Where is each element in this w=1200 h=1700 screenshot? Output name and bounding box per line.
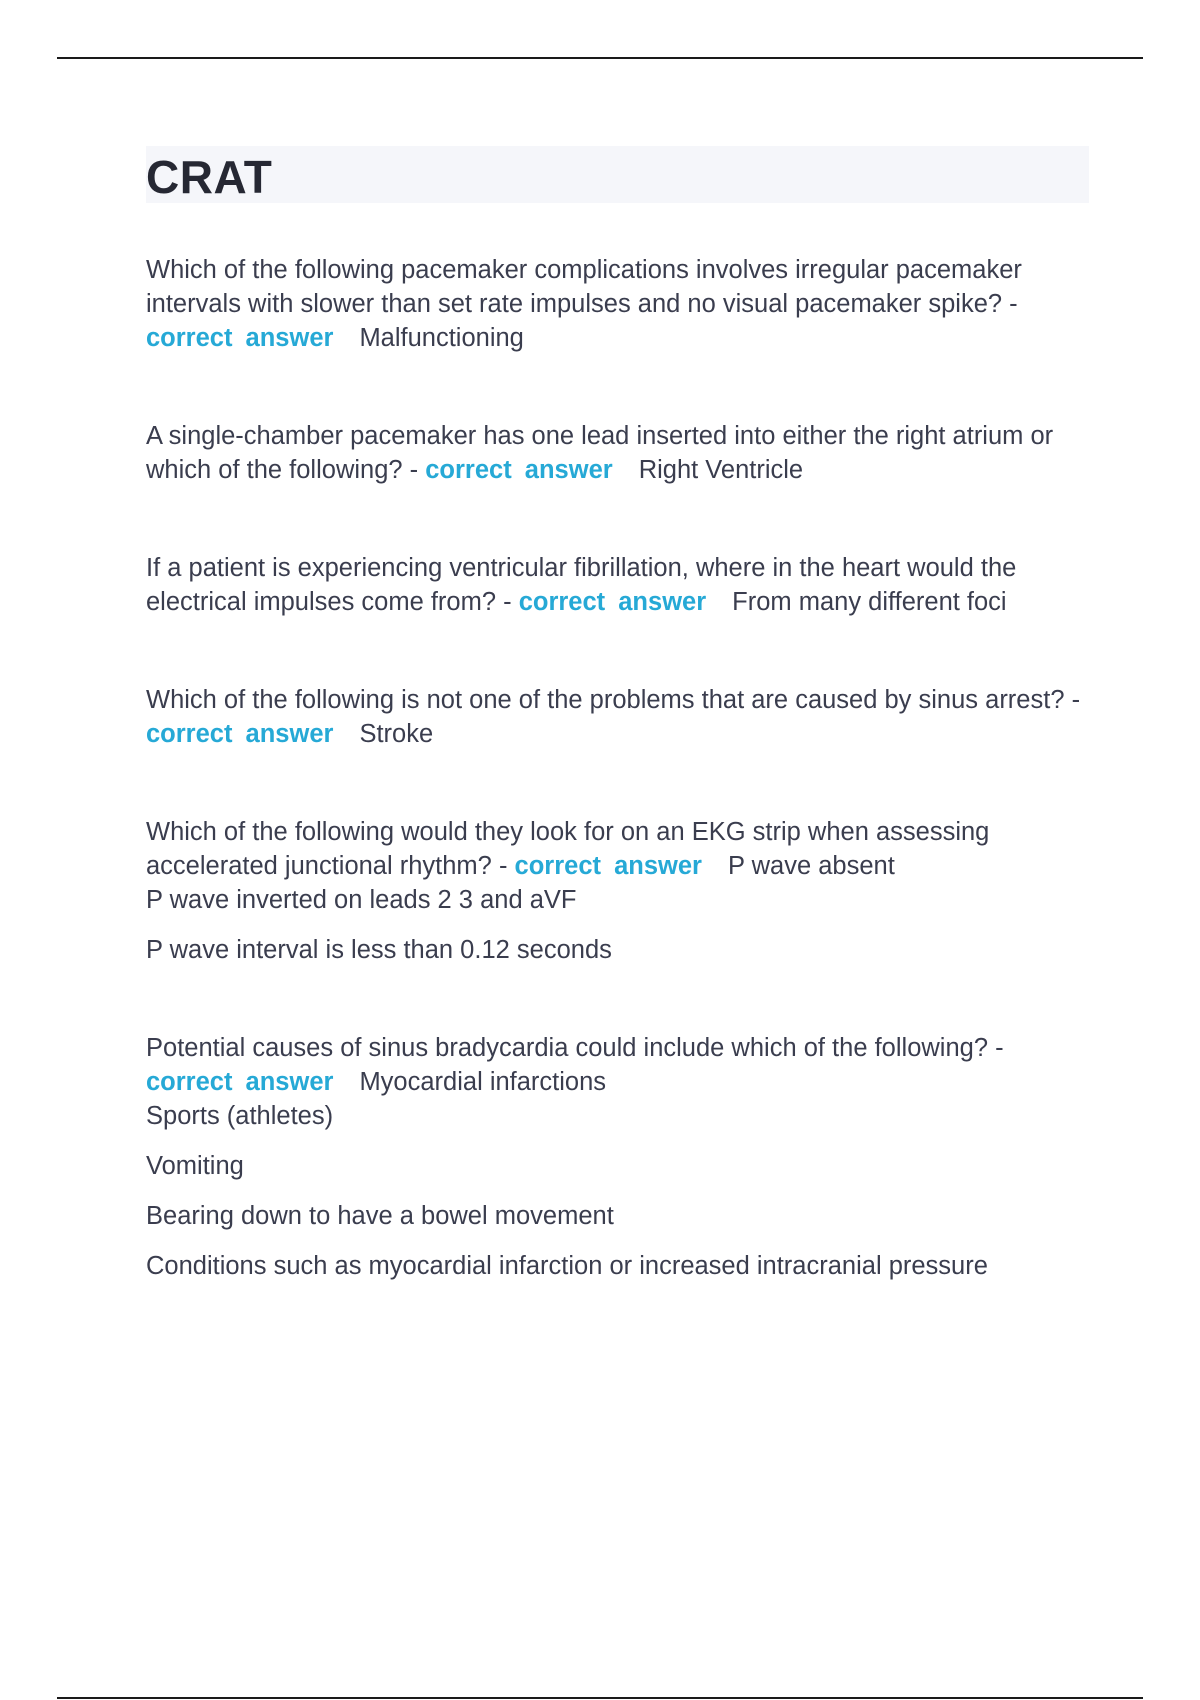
question-text: Which of the following is not one of the problems that are caused by sinus arrest? - xyxy=(146,686,1081,714)
answer-text: P wave absent xyxy=(727,852,895,880)
qa-question-line xyxy=(146,419,1090,487)
answer-text: Myocardial infarctions xyxy=(359,1068,607,1096)
answer-extra-line: Sports (athletes) xyxy=(146,1102,334,1130)
qa-item-2 xyxy=(146,419,1090,487)
qa-item-5 xyxy=(146,815,1090,967)
title-bar xyxy=(146,146,1089,203)
answer-extra-line: Vomiting xyxy=(146,1152,244,1180)
qa-question-line xyxy=(146,683,1090,751)
answer-text: Malfunctioning xyxy=(359,324,524,352)
top-divider xyxy=(57,57,1143,59)
question-text: Potential causes of sinus bradycardia could include which of the following? - xyxy=(146,1034,1004,1062)
qa-item-3 xyxy=(146,551,1090,619)
qa-question-line xyxy=(146,551,1090,619)
correct-answer-label: correct answer xyxy=(146,1068,334,1096)
qa-item-6 xyxy=(146,1031,1090,1283)
answer-text: From many different foci xyxy=(732,588,1007,616)
answer-extra-line: P wave interval is less than 0.12 seconds xyxy=(146,936,612,964)
correct-answer-label: correct answer xyxy=(146,324,334,352)
answer-extra-line: Conditions such as myocardial infarction or increased intracranial pressure xyxy=(146,1252,988,1280)
question-text: Which of the following pacemaker complications involves irregular pacemaker intervals with slower than set rate impulses and no visual pacemaker spike? - xyxy=(146,256,1022,318)
qa-question-line xyxy=(146,815,1090,883)
qa-item-4 xyxy=(146,683,1090,751)
answer-text: Right Ventricle xyxy=(638,456,804,484)
qa-question-line xyxy=(146,253,1090,355)
answer-extra-line: P wave inverted on leads 2 3 and aVF xyxy=(146,886,577,914)
answer-text: Stroke xyxy=(359,720,434,748)
correct-answer-label: correct answer xyxy=(425,456,613,484)
bottom-divider xyxy=(57,1697,1143,1699)
question-text: If a patient is experiencing ventricular fibrillation, where in the heart would the electrical impulses come from? - xyxy=(146,554,1017,616)
question-text: Which of the following would they look for on an EKG strip when assessing accelerated junctional rhythm? - xyxy=(146,818,990,880)
correct-answer-label: correct answer xyxy=(146,720,334,748)
page-title: CRAT xyxy=(146,150,273,203)
document-body xyxy=(146,146,1090,1283)
correct-answer-label: correct answer xyxy=(514,852,702,880)
question-text: A single-chamber pacemaker has one lead inserted into either the right atrium or which of the following? - xyxy=(146,422,1054,484)
correct-answer-label: correct answer xyxy=(518,588,707,616)
qa-item-1 xyxy=(146,253,1090,355)
answer-extra-line: Bearing down to have a bowel movement xyxy=(146,1202,614,1230)
qa-question-line xyxy=(146,1031,1090,1099)
